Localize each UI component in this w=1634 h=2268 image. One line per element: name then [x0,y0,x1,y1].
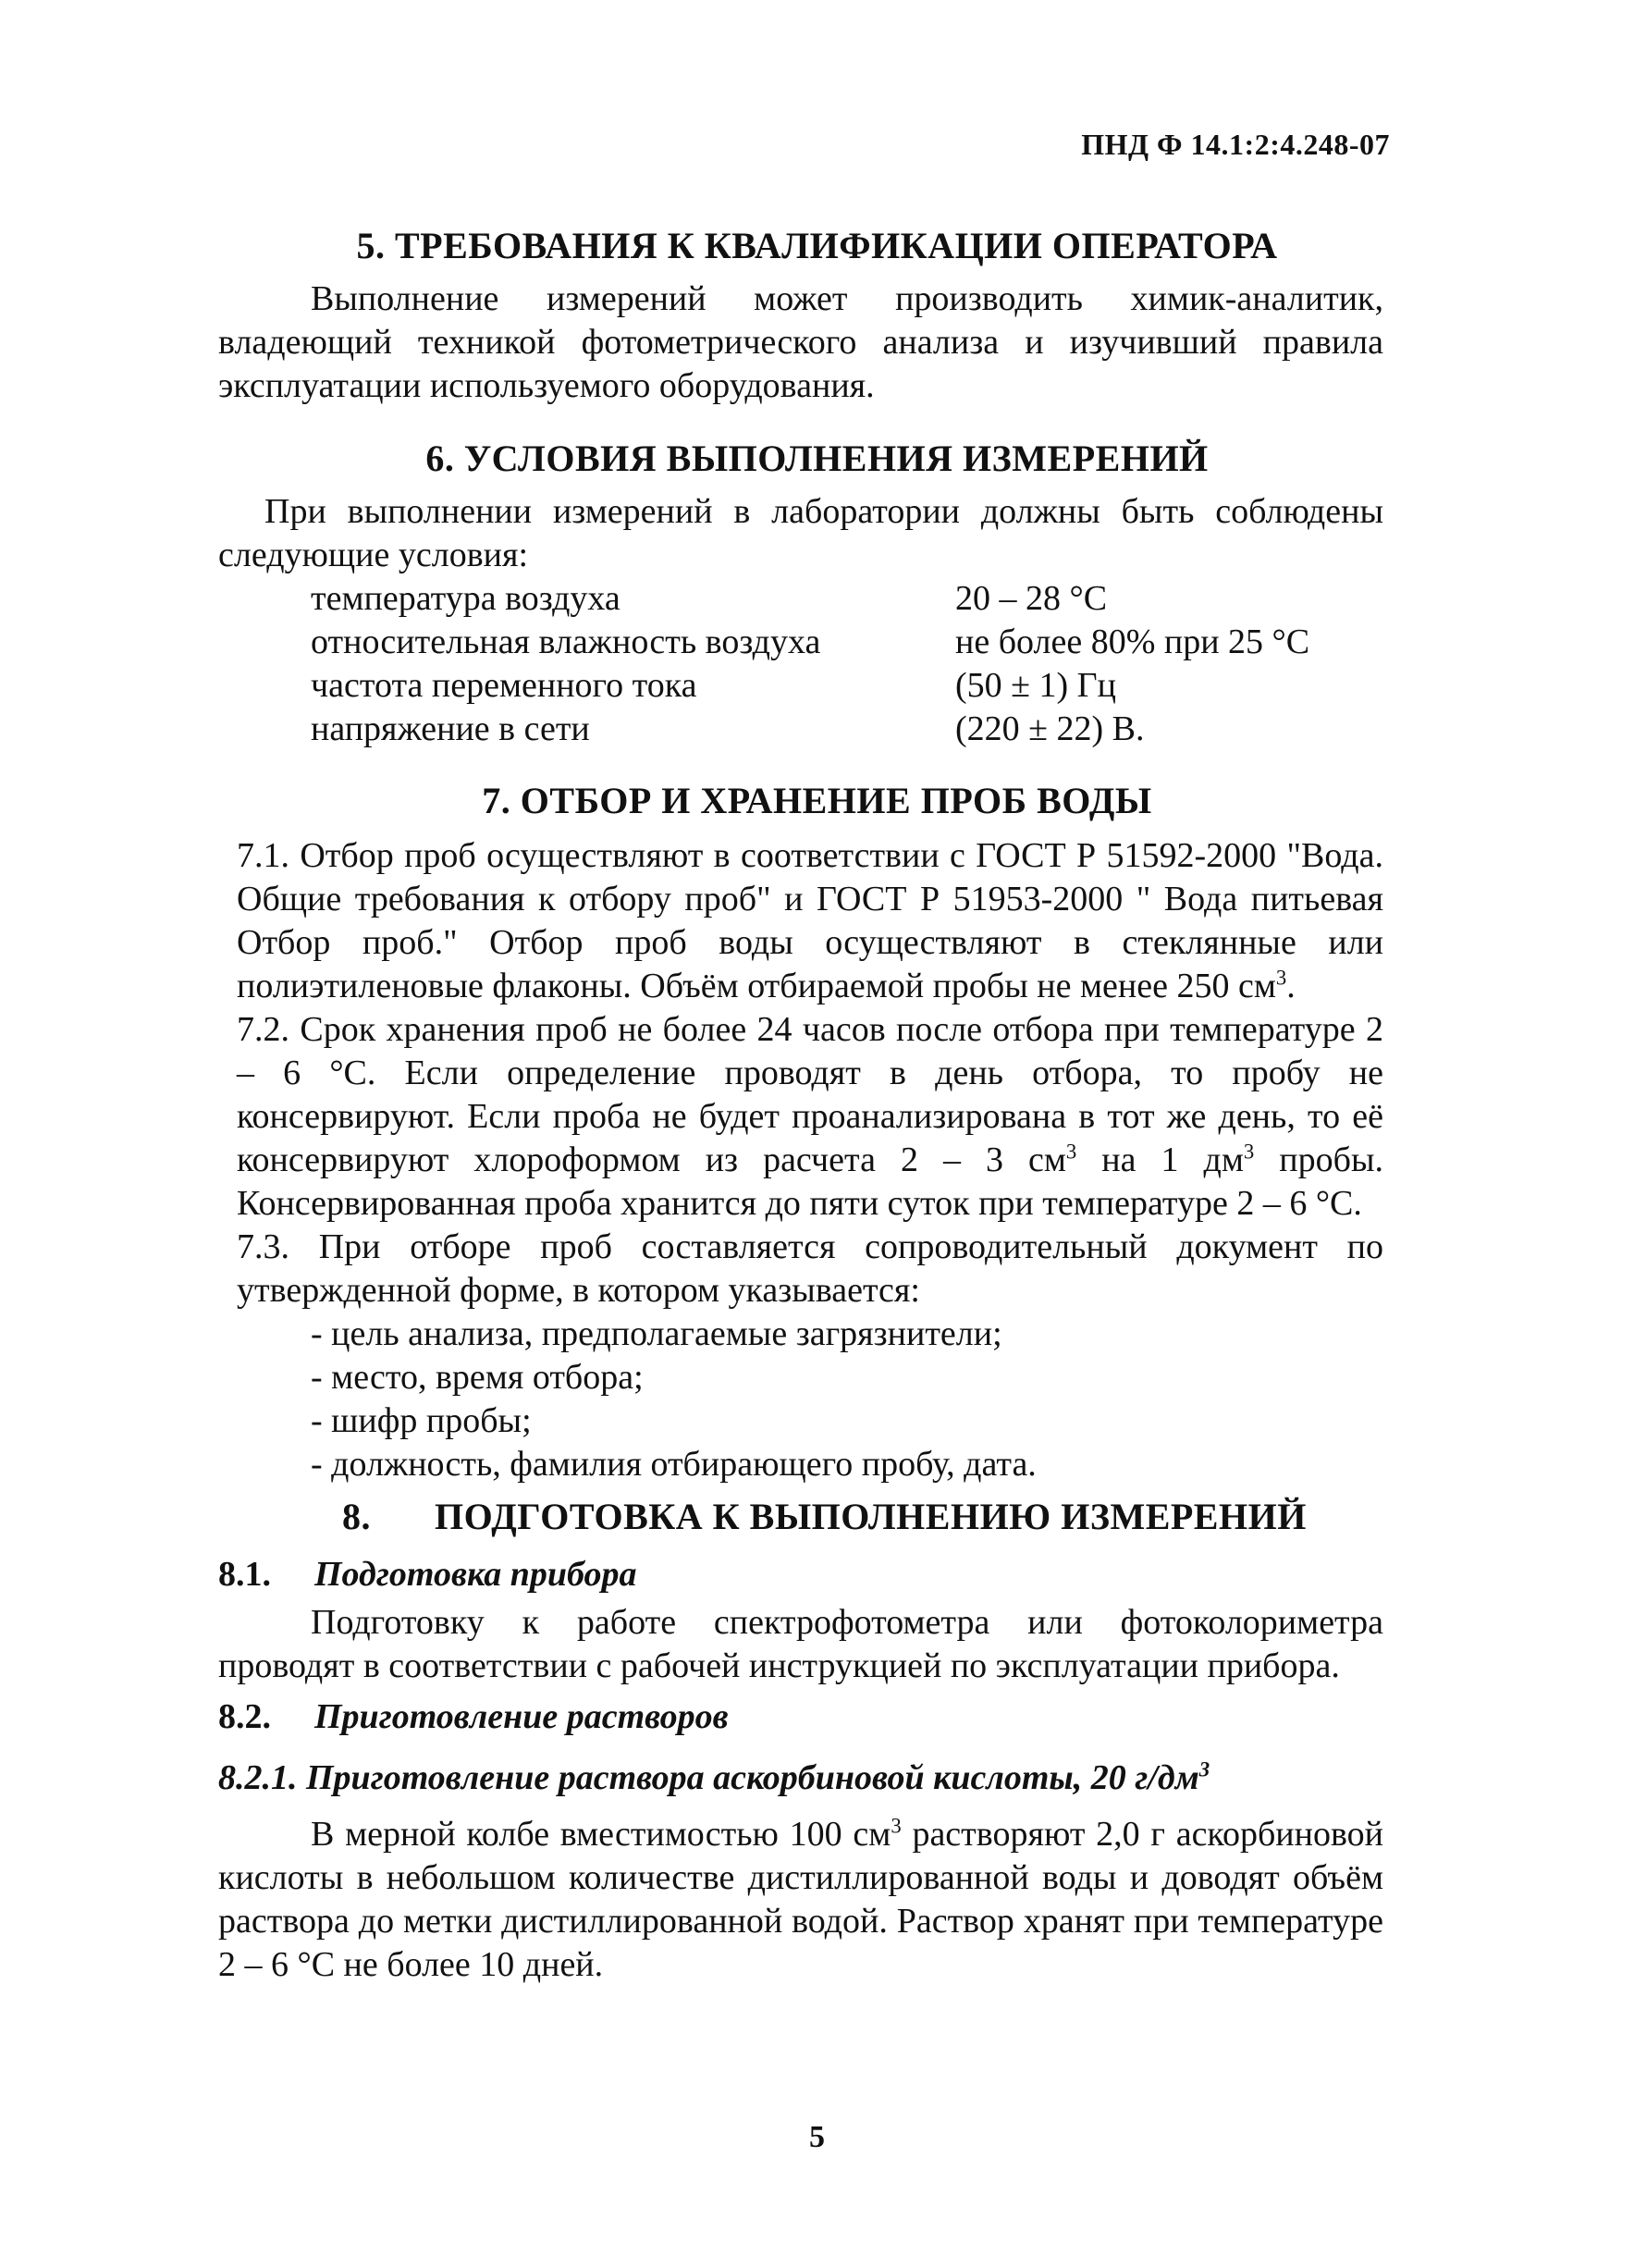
paragraph-7-1: 7.1. Отбор проб осуществляют в соответствии с ГОСТ Р 51592-2000 "Вода. Общие требования к отбору проб" и ГОСТ Р 51953-2000 " Вода питьевая Отбор проб." Отбор проб воды осуществляют в стеклянные или полиэтиленовые флаконы. Объём отбираемой пробы не менее 250 $см^3$. [237,836,1383,1005]
subsection-8-2-1-text: В мерной колбе вместимостью 100 $см^3$ растворяют 2,0 г аскорбиновой кислоты в небольшом количестве дистиллированной воды и доводят объём раствора до метки дистиллированной водой. Раствор хранят при температуре 2 – 6 °С не более 10 дней. [218,1814,1383,1984]
section-5-title: 5. ТРЕБОВАНИЯ К КВАЛИФИКАЦИИ ОПЕРАТОРА [356,225,1278,266]
condition-value: (220 ± 22) В. [955,709,1145,748]
list-item: - место, время отбора; [311,1358,644,1397]
list-item: - должность, фамилия отбирающего пробу, дата. [311,1445,1037,1484]
condition-name: напряжение в сети [311,709,590,748]
paragraph-7-3: 7.3. При отборе проб составляется сопроводительный документ по утвержденной форме, в котором указывается: [237,1227,1383,1310]
condition-value: не более 80% при 25 °С [955,622,1310,661]
condition-name: относительная влажность воздуха [311,622,821,661]
condition-name: температура воздуха [311,579,620,618]
subsection-8-2-1-title: 8.2.1. Приготовление раствора аскорбиновой кислоты, 20 $г/дм^3$ [218,1757,1210,1797]
section-6-title: 6. УСЛОВИЯ ВЫПОЛНЕНИЯ ИЗМЕРЕНИЙ [425,438,1209,479]
section-8-title: 8. ПОДГОТОВКА К ВЫПОЛНЕНИЮ ИЗМЕРЕНИЙ [342,1496,1307,1537]
subsection-8-1-title: 8.1. Подготовка прибора [218,1555,637,1594]
list-item: - шифр пробы; [311,1401,532,1440]
section-6-intro: При выполнении измерений в лаборатории должны быть соблюдены следующие условия: [218,492,1383,574]
superscript: 3 [1243,1140,1255,1164]
superscript: 3 [1065,1140,1077,1164]
condition-value: 20 – 28 °С [955,579,1108,618]
superscript: 3 [891,1814,902,1838]
list-item: - цель анализа, предполагаемые загрязнители; [311,1314,1002,1353]
document-code: ПНД Ф 14.1:2:4.248-07 [1081,128,1390,161]
section-7-title: 7. ОТБОР И ХРАНЕНИЕ ПРОБ ВОДЫ [482,780,1152,821]
section-5-text: Выполнение измерений может производить химик-аналитик, владеющий техникой фотометрического анализа и изучивший правила эксплуатации используемого оборудования. [218,279,1383,405]
superscript: 3 [1198,1757,1210,1781]
subsection-8-2-title: 8.2. Приготовление растворов [218,1697,729,1736]
paragraph-7-2: 7.2. Срок хранения проб не более 24 часов после отбора при температуре 2 – 6 °С. Если определение проводят в день отбора, то пробу не консервируют. Если проба не будет проанализирована в тот же день, то её консервируют хлороформом из расчета 2 – 3 $см^3$ на 1 $дм^3$ пробы. Консервированная проба хранится до пяти суток при температуре 2 – 6 °С. [237,1010,1383,1223]
subsection-8-1-text: Подготовку к работе спектрофотометра или фотоколориметра проводят в соответствии с рабочей инструкцией по эксплуатации прибора. [218,1603,1383,1685]
condition-value: (50 ± 1) Гц [955,666,1116,705]
superscript: 3 [1275,966,1287,990]
page-number: 5 [809,2120,825,2154]
condition-name: частота переменного тока [311,666,697,705]
